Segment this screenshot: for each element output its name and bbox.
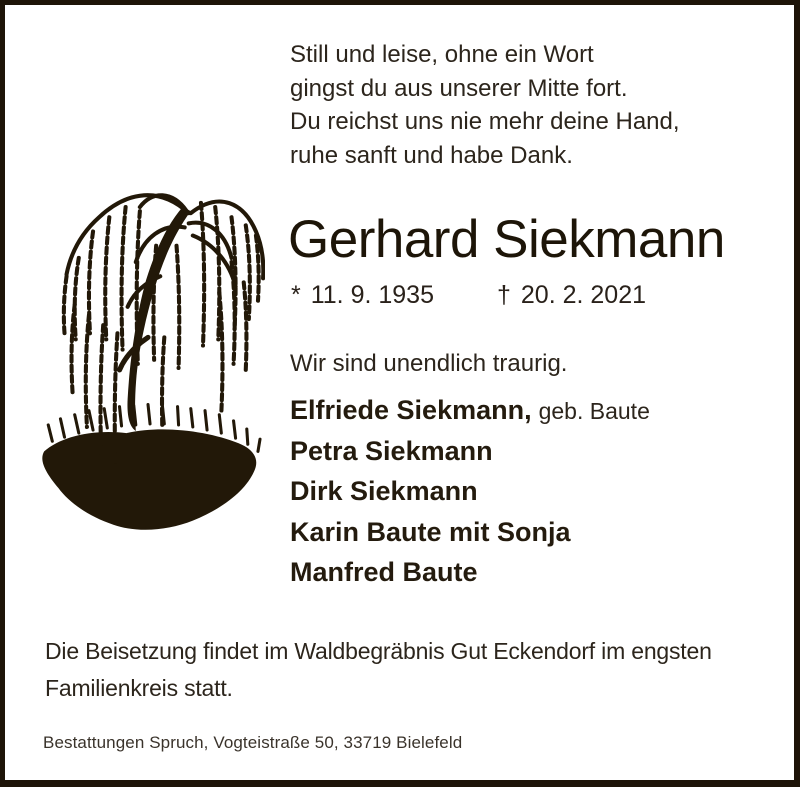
funeral-home-line: Bestattungen Spruch, Vogteistraße 50, 33719 Bielefeld xyxy=(43,733,463,752)
mourner-row xyxy=(290,471,650,512)
mourner-row xyxy=(290,390,650,431)
poem-line: ruhe sanft und habe Dank. xyxy=(290,141,573,169)
mourner-name: Dirk Siekmann xyxy=(290,476,478,506)
poem-line: gingst du aus unserer Mitte fort. xyxy=(290,74,628,102)
birth-date xyxy=(291,281,497,310)
death-cross-icon: † xyxy=(497,281,511,309)
burial-note-line: Die Beisetzung findet im Waldbegräbnis Gut Eckendorf im engsten xyxy=(45,638,712,664)
mourner-name: Elfriede Siekmann, xyxy=(290,395,532,425)
mourners-list xyxy=(290,390,650,593)
mourner-suffix: geb. Baute xyxy=(538,398,650,424)
burial-note-line: Familienkreis statt. xyxy=(45,675,233,701)
burial-note xyxy=(45,633,712,707)
poem-line: Still und leise, ohne ein Wort xyxy=(290,41,594,68)
death-date xyxy=(497,281,646,309)
grief-line: Wir sind unendlich traurig. xyxy=(290,350,568,377)
mourner-name: Manfred Baute xyxy=(290,557,478,587)
weeping-willow-icon xyxy=(29,93,265,541)
mourner-row xyxy=(290,431,650,472)
poem xyxy=(290,38,680,172)
birth-date-value: 11. 9. 1935 xyxy=(310,281,434,309)
death-date-value: 20. 2. 2021 xyxy=(520,281,647,309)
mourner-name: Karin Baute mit Sonja xyxy=(290,516,571,547)
birth-star-icon: * xyxy=(291,281,301,309)
poem-line: Du reichst uns nie mehr deine Hand, xyxy=(290,108,680,135)
mourner-name: Petra Siekmann xyxy=(290,435,493,466)
mourner-row xyxy=(290,512,650,553)
mourner-row xyxy=(290,552,650,593)
deceased-name: Gerhard Siekmann xyxy=(288,210,725,269)
life-dates xyxy=(291,281,646,310)
